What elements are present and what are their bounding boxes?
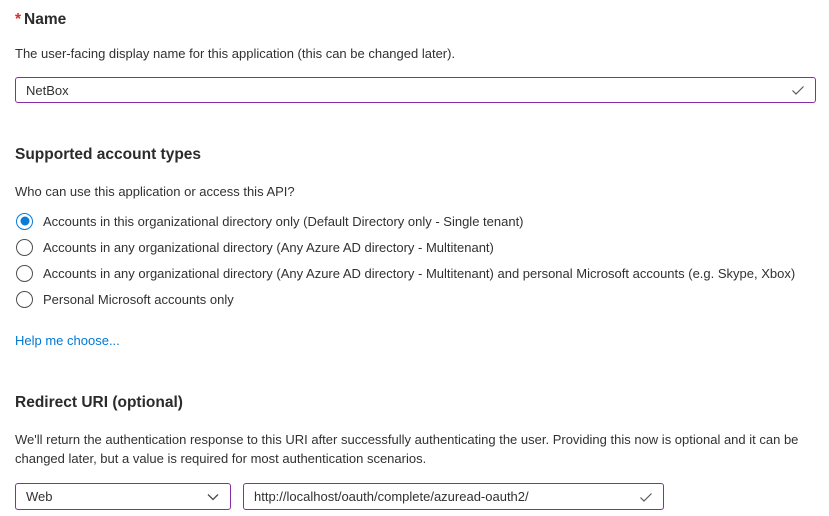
- chevron-down-icon: [206, 490, 220, 504]
- account-types-question: Who can use this application or access this API?: [15, 184, 295, 199]
- radio-option-multitenant[interactable]: [15, 234, 815, 260]
- name-description: The user-facing display name for this application (this can be changed later).: [15, 46, 456, 61]
- radio-button-icon[interactable]: [16, 291, 33, 308]
- radio-option-label: Accounts in this organizational directory only (Default Directory only - Single tenant): [43, 213, 524, 229]
- platform-selected-value: Web: [26, 489, 53, 504]
- redirect-uri-field: [243, 483, 664, 510]
- radio-option-label: Accounts in any organizational directory (Any Azure AD directory - Multitenant) and personal Microsoft accounts (e.g. Skype, Xbox): [43, 265, 796, 281]
- required-marker: *: [15, 11, 22, 28]
- supported-account-types-heading: Supported account types: [15, 146, 202, 163]
- radio-option-multitenant-personal[interactable]: [15, 260, 815, 286]
- radio-button-icon[interactable]: [16, 213, 33, 230]
- redirect-uri-input[interactable]: [244, 484, 663, 509]
- redirect-uri-description: We'll return the authentication response to this URI after successfully authenticating the user. Providing this now is optional and it can be changed later, but a value is required for most authentication scenarios.: [15, 432, 799, 466]
- help-me-choose-link[interactable]: Help me choose...: [15, 333, 120, 348]
- account-types-radio-group: [15, 208, 815, 312]
- radio-button-icon[interactable]: [16, 239, 33, 256]
- name-label: Name: [24, 11, 67, 28]
- redirect-uri-heading: Redirect URI (optional): [15, 394, 183, 411]
- radio-option-single-tenant[interactable]: [15, 208, 815, 234]
- radio-option-personal-only[interactable]: [15, 286, 815, 312]
- name-section-heading: [15, 10, 815, 30]
- radio-button-icon[interactable]: [16, 265, 33, 282]
- app-name-input[interactable]: [16, 78, 815, 102]
- radio-option-label: Accounts in any organizational directory (Any Azure AD directory - Multitenant): [43, 239, 494, 255]
- radio-option-label: Personal Microsoft accounts only: [43, 291, 234, 307]
- app-name-field: [15, 77, 816, 103]
- platform-select-dropdown[interactable]: [15, 483, 231, 510]
